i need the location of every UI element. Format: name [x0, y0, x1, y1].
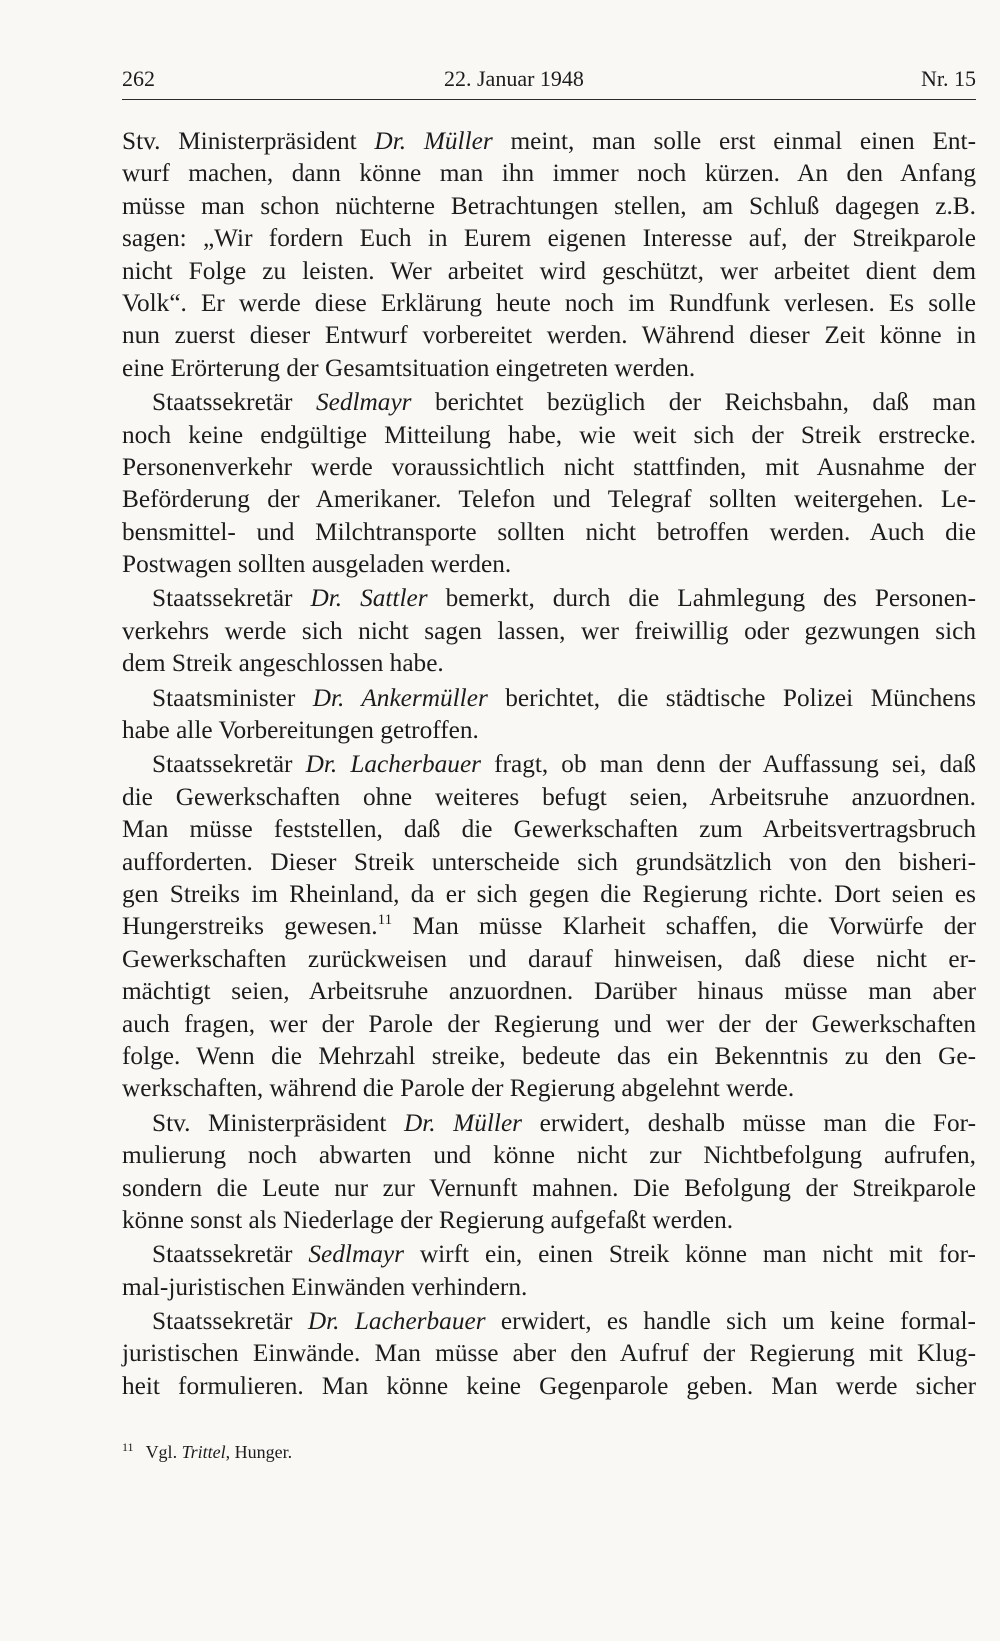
text-run: dem Streik angeschlossen habe.: [122, 649, 444, 678]
text-line: [122, 1370, 976, 1402]
text-run: fragt, ob man denn der Auffassung sei, daß: [481, 750, 976, 779]
text-run: Staatssekretär: [152, 1307, 308, 1336]
text-run: Gewerkschaften zurückweisen und darauf hinweisen, daß diese nicht er-: [122, 944, 976, 973]
text-line: [122, 714, 976, 746]
text-run: Staatssekretär: [152, 1240, 309, 1269]
text-run: Personenverkehr werde voraussichtlich nicht stattfinden, mit Ausnahme der: [122, 452, 976, 481]
person-name: Dr. Sattler: [310, 584, 428, 613]
text-line: [122, 1172, 976, 1204]
text-run: nun zuerst dieser Entwurf vorbereitet werden. Während dieser Zeit könne in: [122, 321, 976, 350]
text-line: [122, 748, 976, 780]
text-run: folge. Wenn die Mehrzahl streike, bedeute das ein Bekenntnis zu den Ge-: [122, 1041, 976, 1070]
text-line: [122, 190, 976, 222]
text-run: die Gewerkschaften ohne weiteres befugt seien, Arbeitsruhe anzuordnen.: [122, 782, 976, 811]
text-line: [122, 1072, 976, 1104]
person-name: Dr. Ankermüller: [312, 683, 488, 712]
text-line: [122, 682, 976, 714]
text-line: [122, 1139, 976, 1171]
issue-number: Nr. 15: [921, 66, 976, 91]
text-run: aufforderten. Dieser Streik unterscheide sich grundsätzlich von den bisheri-: [122, 847, 976, 876]
running-header: [122, 58, 976, 98]
header-date: 22. Januar 1948: [444, 66, 584, 91]
text-run: gen Streiks im Rheinland, da er sich gegen die Regierung richte. Dort seien es: [122, 879, 976, 908]
person-name: Dr. Müller: [374, 127, 493, 155]
body-text: [122, 125, 976, 1402]
text-run: müsse man schon nüchterne Betrachtungen stellen, am Schluß dagegen z.B.: [122, 191, 976, 220]
text-line: [122, 386, 976, 418]
text-line: [122, 582, 976, 614]
text-run: mulierung noch abwarten und könne nicht zur Nichtbefolgung aufrufen,: [122, 1141, 976, 1170]
text-run: Staatssekretär: [152, 584, 311, 613]
text-run: Volk“. Er werde diese Erklärung heute noch im Rundfunk verlesen. Es solle: [122, 288, 976, 317]
text-line: [122, 615, 976, 647]
text-run: Staatssekretär: [152, 750, 306, 779]
text-run: werkschaften, während die Parole der Regierung abgelehnt werde.: [122, 1074, 795, 1103]
text-run: berichtet bezüglich der Reichsbahn, daß man: [411, 388, 976, 417]
text-run: sondern die Leute nur zur Vernunft mahnen. Die Befolgung der Streikparole: [122, 1173, 976, 1202]
text-run: auch fragen, wer der Parole der Regierung und wer der der Gewerkschaften: [122, 1009, 976, 1038]
text-run: bemerkt, durch die Lahmlegung des Personen-: [427, 584, 976, 613]
text-line: [122, 125, 976, 157]
text-run: berichtet, die städtische Polizei Münchens: [487, 683, 976, 712]
person-name: Dr. Lacherbauer: [305, 750, 482, 779]
text-line: [122, 910, 976, 942]
text-line: [122, 647, 976, 679]
text-line: [122, 846, 976, 878]
text-line: [122, 1305, 976, 1337]
text-line: [122, 287, 976, 319]
text-run: eine Erörterung der Gesamtsituation eingetreten werden.: [122, 353, 696, 382]
text-run: Man müsse Klarheit schaffen, die Vorwürfe der: [392, 912, 977, 941]
person-name: Sedlmayr: [308, 1240, 404, 1269]
text-run: Beförderung der Amerikaner. Telefon und Telegraf sollten weitergehen. Le-: [122, 485, 976, 514]
text-run: Man müsse feststellen, daß die Gewerkschaften zum Arbeitsvertragsbruch: [122, 815, 976, 844]
footnote-reference: 11: [377, 912, 393, 929]
text-line: [122, 1008, 976, 1040]
text-run: bensmittel- und Milchtransporte sollten nicht betroffen werden. Auch die: [122, 517, 976, 546]
person-name: Sedlmayr: [315, 388, 412, 417]
person-name: Dr. Lacherbauer: [307, 1307, 486, 1336]
footnote-text: [146, 1442, 293, 1462]
text-line: [122, 1040, 976, 1072]
footnote-number: 11: [122, 1440, 134, 1454]
text-run: wirft ein, einen Streik könne man nicht mit for-: [403, 1240, 976, 1269]
text-line: [122, 419, 976, 451]
text-run: sagen: „Wir fordern Euch in Eurem eigenen Interesse auf, der Streikparole: [122, 224, 976, 253]
text-line: [122, 878, 976, 910]
text-line: [122, 781, 976, 813]
text-line: [122, 975, 976, 1007]
text-run: noch keine endgültige Mitteilung habe, wie weit sich der Streik erstrecke.: [122, 420, 976, 449]
text-line: [122, 516, 976, 548]
text-run: nicht Folge zu leisten. Wer arbeitet wird geschützt, wer arbeitet dient dem: [122, 256, 976, 285]
text-line: [122, 352, 976, 384]
text-run: Postwagen sollten ausgeladen werden.: [122, 550, 512, 579]
text-line: [122, 1107, 976, 1139]
text-run: Stv. Ministerpräsident: [152, 1108, 404, 1137]
person-name: Trittel: [181, 1442, 226, 1462]
text-run: Stv. Ministerpräsident: [122, 127, 375, 155]
text-run: Staatsminister: [152, 683, 313, 712]
text-line: [122, 1271, 976, 1303]
text-line: [122, 483, 976, 515]
person-name: Dr. Müller: [403, 1108, 523, 1137]
text-run: , Hunger.: [225, 1442, 293, 1462]
footnote: [122, 1440, 976, 1464]
text-run: Staatssekretär: [152, 388, 316, 417]
text-run: habe alle Vorbereitungen getroffen.: [122, 716, 479, 745]
text-run: verkehrs werde sich nicht sagen lassen, wer freiwillig oder gezwungen sich: [122, 616, 976, 645]
text-line: [122, 1204, 976, 1236]
text-line: [122, 943, 976, 975]
text-line: [122, 1337, 976, 1369]
text-line: [122, 548, 976, 580]
text-run: wurf machen, dann könne man ihn immer noch kürzen. An den Anfang: [122, 159, 976, 188]
text-line: [122, 813, 976, 845]
text-line: [122, 1238, 976, 1270]
text-run: mächtigt seien, Arbeitsruhe anzuordnen. Darüber hinaus müsse man aber: [122, 977, 976, 1006]
text-run: erwidert, es handle sich um keine formal-: [485, 1307, 976, 1336]
text-run: Hungerstreiks gewesen.: [122, 912, 378, 941]
text-run: juristischen Einwände. Man müsse aber den Aufruf der Regierung mit Klug-: [122, 1339, 976, 1368]
text-run: könne sonst als Niederlage der Regierung aufgefaßt werden.: [122, 1205, 734, 1234]
header-rule: [122, 99, 976, 100]
text-run: heit formulieren. Man könne keine Gegenparole geben. Man werde sicher: [122, 1371, 976, 1400]
text-line: [122, 319, 976, 351]
text-run: mal-juristischen Einwänden verhindern.: [122, 1272, 528, 1301]
text-run: meint, man solle erst einmal einen Ent-: [492, 127, 976, 155]
text-line: [122, 255, 976, 287]
text-run: erwidert, deshalb müsse man die For-: [522, 1108, 976, 1137]
text-run: Vgl.: [145, 1442, 182, 1462]
text-line: [122, 451, 976, 483]
text-line: [122, 157, 976, 189]
page-number: 262: [122, 66, 155, 91]
text-line: [122, 222, 976, 254]
